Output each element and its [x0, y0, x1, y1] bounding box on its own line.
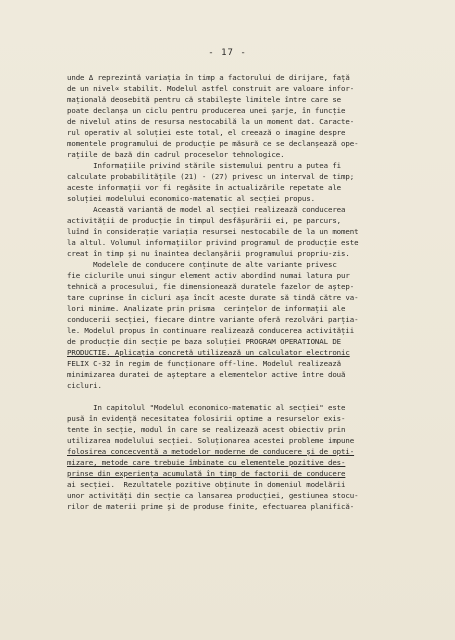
blank-line: [67, 391, 417, 402]
text-line: rațiile de bază din cadrul proceselor tehnologice.: [67, 150, 285, 159]
text-line: In capitolul "Modelul economico-matematic al secției" este: [67, 403, 346, 412]
text-line: ai secției. Rezultatele pozitive obținute în domeniul modelării: [67, 480, 346, 489]
text-line: le. Modelul propus în continuare realizează conducerea activității: [67, 326, 355, 335]
text-line: luînd în considerație variația resursei nestocabile de la un moment: [67, 227, 359, 236]
text-line: de producție din secție pe baza soluției PROGRAM OPERATIONAL DE: [67, 337, 342, 346]
text-line: Modelele de conducere conținute de alte variante privesc: [67, 260, 337, 269]
text-line: creat în timp și nu înaintea declanșării programului propriu-zis.: [67, 249, 350, 258]
body-text: [67, 72, 417, 512]
text-line: mațională deosebită pentru că stabilește limitele între care se: [67, 95, 342, 104]
text-line: pusă în evidență necesitatea folosirii optime a resurselor exis-: [67, 414, 346, 423]
text-line: rul operativ al soluției este total, el creează o imagine despre: [67, 128, 346, 137]
text-line: minimizarea duratei de așteptare a elementelor active între două: [67, 370, 346, 379]
text-line: de nivelul atins de resursa nestocabilă la un moment dat. Caracte-: [67, 117, 355, 126]
text-line: momentele programului de producție pe măsură ce se declanșează ope-: [67, 139, 359, 148]
text-line: activității de producție în timpul desfășurării ei, pe parcurs,: [67, 216, 342, 225]
text-line: folosirea concecventă a metodelor moderne de conducere și de opti-: [67, 447, 355, 456]
text-line: unor activități din secție ca lansarea producției, gestiunea stocu-: [67, 491, 359, 500]
text-line: FELIX C-32 în regim de funcționare off-line. Modelul realizează: [67, 359, 342, 368]
text-line: tehnică a procesului, fie dimensionează duratele fazelor de aștep-: [67, 282, 355, 291]
text-line: prinse din experiența acumulată în timp de factorii de conducere: [67, 469, 346, 478]
text-line: cicluri.: [67, 381, 102, 390]
text-line: tare cuprinse în cicluri așa încît aceste durate să tindă către va-: [67, 293, 359, 302]
page-number: - 17 -: [208, 48, 247, 58]
text-line: soluției modelului economico-matematic al secției propus.: [67, 194, 315, 203]
text-line: tente în secție, modul în care se realizează acest obiectiv prin: [67, 425, 346, 434]
text-line: fie ciclurile unui singur element activ abordînd numai latura pur: [67, 271, 350, 280]
text-line: PRODUCTIE. Aplicația concretă utilizează un calculator electronic: [67, 348, 350, 357]
text-line: rilor de materii prime și de produse finite, efectuarea planifică-: [67, 502, 355, 511]
text-line: la altul. Volumul informațiilor privind programul de producție este: [67, 238, 359, 247]
text-line: poate declanșa un ciclu pentru producerea unei șarje, în funcție: [67, 106, 346, 115]
text-line: conducerii secției, fiecare dintre variante oferă rezolvări parția-: [67, 315, 359, 324]
text-line: calculate probabilitățile (21) - (27) privesc un interval de timp;: [67, 172, 355, 181]
text-line: Această variantă de model al secției realizează conducerea: [67, 205, 346, 214]
text-line: unde Δ reprezintă variația în timp a factorului de dirijare, față: [67, 73, 350, 82]
text-line: utilizarea modelului secției. Soluționarea acestei probleme impune: [67, 436, 355, 445]
text-line: Informațiile privind stările sistemului pentru a putea fi: [67, 161, 342, 170]
text-line: aceste informații vor fi regăsite în actualizările repetate ale: [67, 183, 342, 192]
text-line: de un nivel∝ stabilit. Modelul astfel construit are valoare infor-: [67, 84, 355, 93]
text-line: lori minime. Analizate prin prisma cerințelor de informații ale: [67, 304, 346, 313]
text-line: mizare, metode care trebuie îmbinate cu elementele pozitive des-: [67, 458, 346, 467]
